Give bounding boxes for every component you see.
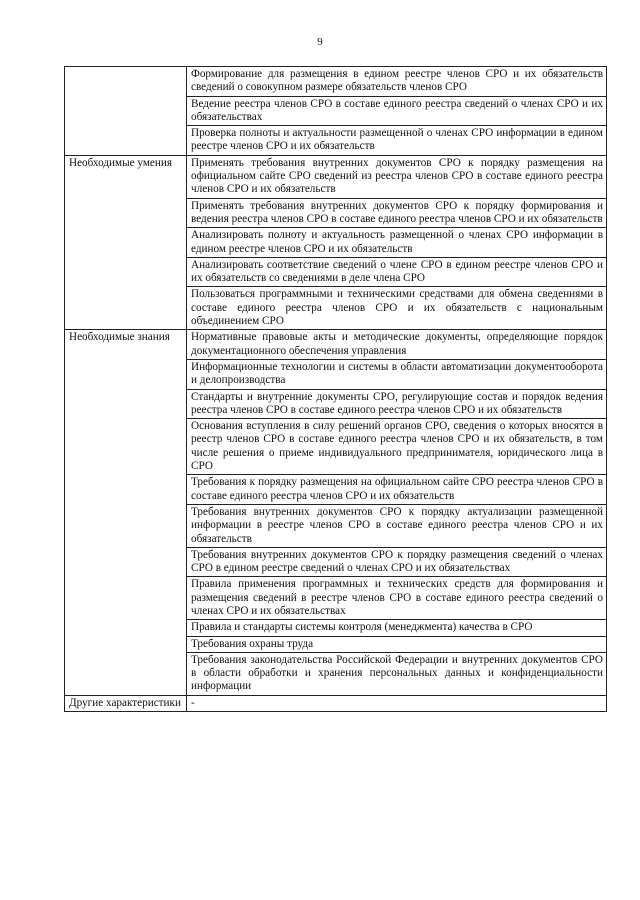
table-cell: Требования внутренних документов СРО к порядку актуализации размещенной информации в реестре членов СРО в составе единого реестра членов СРО и их обязательств: [187, 504, 607, 547]
table-cell: Проверка полноты и актуальности размещенной о членах СРО информации в едином реестре членов СРО и их обязательств: [187, 126, 607, 156]
table-cell: Ведение реестра членов СРО в составе единого реестра сведений о членах СРО и их обязательствах: [187, 96, 607, 126]
table-cell: Требования внутренних документов СРО к порядку размещения сведений о членах СРО в едином реестре сведений о членах СРО и их обязательствах: [187, 547, 607, 577]
table-row: [65, 695, 607, 711]
section-label: Необходимые знания: [65, 330, 187, 695]
table-cell: Применять требования внутренних документов СРО к порядку размещения на официальном сайте СРО сведений из реестра членов СРО в составе единого реестра членов СРО и их обязательств: [187, 155, 607, 198]
page-number: 9: [317, 36, 323, 48]
table-cell: Стандарты и внутренние документы СРО, регулирующие состав и порядок ведения реестра членов СРО в составе единого реестра членов СРО и их обязательств: [187, 389, 607, 419]
table-cell: Требования охраны труда: [187, 636, 607, 652]
table-cell: -: [187, 695, 607, 711]
table-row: [65, 67, 607, 97]
table-cell: Анализировать соответствие сведений о члене СРО в едином реестре членов СРО и их обязательств со сведениями в деле члена СРО: [187, 257, 607, 287]
table-cell: Нормативные правовые акты и методические документы, определяющие порядок документационного обеспечения управления: [187, 330, 607, 360]
competency-table: [64, 66, 607, 712]
table-cell: Анализировать полноту и актуальность размещенной о членах СРО информации в едином реестре членов СРО и их обязательств: [187, 228, 607, 258]
table-cell: Требования к порядку размещения на официальном сайте СРО реестра членов СРО в составе единого реестра членов СРО и их обязательств: [187, 475, 607, 505]
section-label: Другие характеристики: [65, 695, 187, 711]
table-cell: Основания вступления в силу решений органов СРО, сведения о которых вносятся в реестр членов СРО в составе единого реестра членов СРО и их обязательств, в том числе решения о приеме индивидуального предпринимателя, юридического лица в СРО: [187, 419, 607, 475]
section-label: [65, 67, 187, 156]
table-cell: Пользоваться программными и техническими средствами для обмена сведениями в составе единого реестра членов СРО и их обязательств с национальным объединением СРО: [187, 287, 607, 330]
table-cell: Применять требования внутренних документов СРО к порядку формирования и ведения реестра членов СРО в составе единого реестра членов СРО и их обязательств: [187, 198, 607, 228]
section-label: Необходимые умения: [65, 155, 187, 330]
table-row: [65, 330, 607, 360]
table-cell: Правила и стандарты системы контроля (менеджмента) качества в СРО: [187, 620, 607, 636]
table-cell: Требования законодательства Российской Федерации и внутренних документов СРО в области обработки и хранения персональных данных и конфиденциальности информации: [187, 652, 607, 695]
table-cell: Правила применения программных и технических средств для формирования и размещения сведений в реестре членов СРО в составе единого реестра сведений о членах СРО и их обязательствах: [187, 577, 607, 620]
table-cell: Информационные технологии и системы в области автоматизации документооборота и делопроизводства: [187, 359, 607, 389]
table-row: [65, 155, 607, 198]
table-cell: Формирование для размещения в едином реестре членов СРО и их обязательств сведений о совокупном размере обязательств членов СРО: [187, 67, 607, 97]
